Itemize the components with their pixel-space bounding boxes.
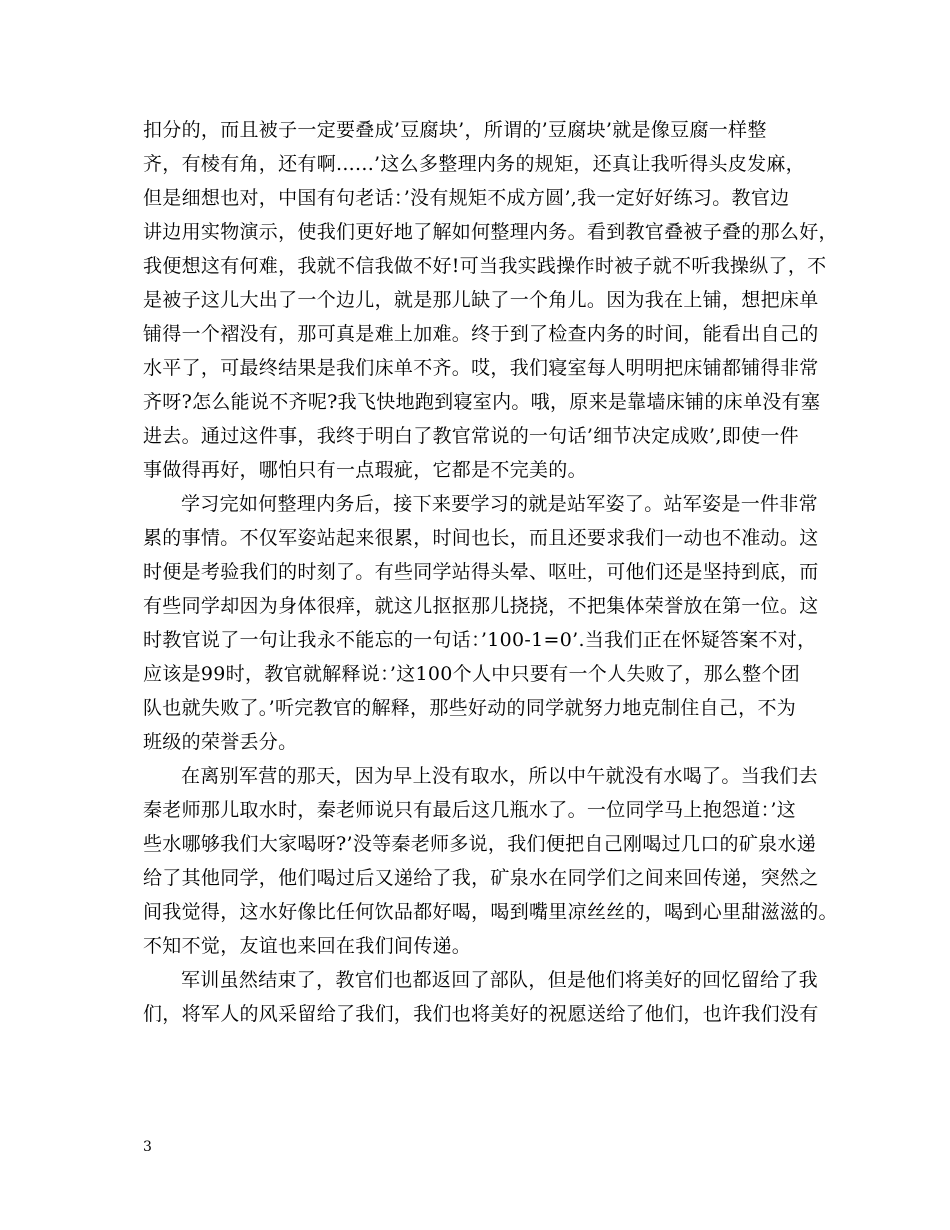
- text-line: 给了其他同学，他们喝过后又递给了我，矿泉水在同学们之间来回传递，突然之: [143, 867, 819, 889]
- text-line: 累的事情。不仅军姿站起来很累，时间也长，而且还要求我们一动也不准动。这: [143, 527, 819, 549]
- paragraph-first-line: 学习完如何整理内务后，接下来要学习的就是站军姿了。站军姿是一件非常: [181, 493, 818, 515]
- text-line: 秦老师那儿取水时，秦老师说只有最后这几瓶水了。一位同学马上抱怨道：’这: [143, 799, 797, 821]
- text-line: 齐呀?怎么能说不齐呢?我飞快地跑到寝室内。哦，原来是靠墙床铺的床单没有塞: [143, 391, 821, 413]
- text-line: 是被子这儿大出了一个边儿，就是那儿缺了一个角儿。因为我在上铺，想把床单: [143, 289, 819, 311]
- text-line: 有些同学却因为身体很痒，就这儿抠抠那儿挠挠，不把集体荣誉放在第一位。这: [143, 595, 819, 617]
- text-line: 班级的荣誉丢分。: [143, 731, 298, 753]
- text-line: 队也就失败了。’听完教官的解释，那些好动的同学就努力地克制住自己，不为: [143, 697, 797, 719]
- page-number: 3: [143, 1139, 152, 1155]
- text-line: 应该是99时，教官就解释说：’这100个人中只要有一个人失败了，那么整个团: [143, 663, 801, 685]
- text-line: 事做得再好，哪怕只有一点瑕疵，它都是不完美的。: [143, 459, 587, 481]
- text-line: 讲边用实物演示，使我们更好地了解如何整理内务。看到教官叠被子叠的那么好，: [143, 221, 838, 243]
- text-line: 齐，有棱有角，还有啊......’这么多整理内务的规矩，还真让我听得头皮发麻，: [143, 153, 805, 175]
- text-line: 些水哪够我们大家喝呀?’没等秦老师多说，我们便把自己刚喝过几口的矿泉水递: [143, 833, 817, 855]
- paragraph-first-line: 在离别军营的那天，因为早上没有取水，所以中午就没有水喝了。当我们去: [181, 765, 818, 787]
- text-line: 时便是考验我们的时刻了。有些同学站得头晕、呕吐，可他们还是坚持到底，而: [143, 561, 819, 583]
- paragraph-first-line: 军训虽然结束了，教官们也都返回了部队，但是他们将美好的回忆留给了我: [181, 969, 818, 991]
- text-line: 扣分的，而且被子一定要叠成’豆腐块’，所谓的’豆腐块’就是像豆腐一样整: [143, 119, 767, 141]
- text-line: 但是细想也对，中国有句老话：’没有规矩不成方圆’,我一定好好练习。教官边: [143, 187, 790, 209]
- text-line: 我便想这有何难，我就不信我做不好!可当我实践操作时被子就不听我操纵了，不: [143, 255, 827, 277]
- text-line: 铺得一个褶没有，那可真是难上加难。终于到了检查内务的时间，能看出自己的: [143, 323, 819, 345]
- text-line: 进去。通过这件事，我终于明白了教官常说的一句话’细节决定成败’,即使一件: [143, 425, 799, 447]
- text-line: 们，将军人的风采留给了我们，我们也将美好的祝愿送给了他们，也许我们没有: [143, 1003, 819, 1025]
- text-line: 不知不觉，友谊也来回在我们间传递。: [143, 935, 472, 957]
- text-line: 间我觉得，这水好像比任何饮品都好喝，喝到嘴里凉丝丝的，喝到心里甜滋滋的。: [143, 901, 838, 923]
- text-line: 水平了，可最终结果是我们床单不齐。哎，我们寝室每人明明把床铺都铺得非常: [143, 357, 819, 379]
- text-line: 时教官说了一句让我永不能忘的一句话：’100-1=0’.当我们正在怀疑答案不对，: [143, 629, 817, 651]
